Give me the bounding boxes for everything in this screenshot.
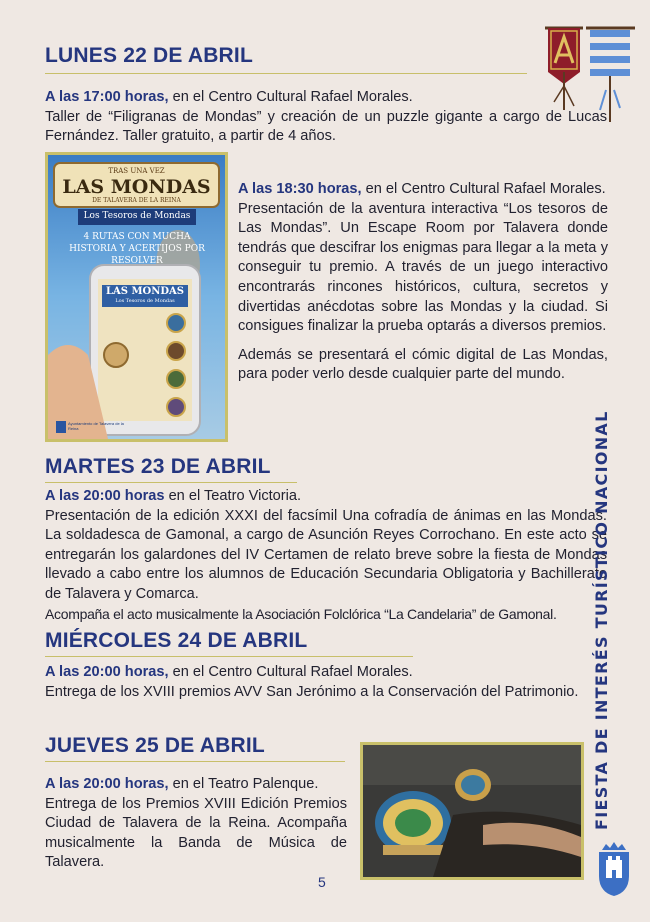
page-number: 5: [318, 874, 326, 890]
event-time: A las 20:00 horas,: [45, 776, 169, 792]
event-block: [45, 487, 607, 624]
poster-promo: 4 RUTAS CON MUCHA HISTORIA Y ACERTIJOS POR RESOLVER: [69, 232, 205, 266]
event-venue: en el Centro Cultural Rafael Morales.: [361, 181, 606, 197]
poster-subtitle: DE TALAVERA DE LA REINA: [92, 197, 181, 204]
poster-footer: Ayuntamiento de Talavera de la Reina: [68, 421, 124, 431]
event-block: [45, 663, 607, 702]
event-extra: Además se presentará el cómic digital de Las Mondas, para poder verlo desde cualquier parte del mundo.: [238, 346, 608, 383]
section-heading: JUEVES 25 DE ABRIL: [45, 734, 265, 757]
event-venue: en el Teatro Victoria.: [164, 488, 302, 504]
divider: [45, 656, 413, 657]
event-time: A las 17:00 horas,: [45, 89, 169, 105]
event-description: Entrega de los XVIII premios AVV San Jerónimo a la Conservación del Patrimonio.: [45, 683, 579, 700]
phone-title: LAS MONDAS: [105, 286, 185, 297]
event-time: A las 18:30 horas,: [238, 181, 362, 197]
event-block: [45, 88, 607, 147]
section-heading: MARTES 23 DE ABRIL: [45, 455, 271, 478]
event-venue: en el Teatro Palenque.: [168, 776, 319, 792]
side-banner-text: FIESTA DE INTERÉS TURÍSTICO NACIONAL: [592, 410, 611, 830]
event-extra: Acompaña el acto musicalmente la Asociación Folclórica “La Candelaria” de Gamonal.: [45, 605, 557, 622]
talavera-coat-of-arms: [596, 842, 632, 896]
event-description: Entrega de los Premios XVIII Edición Premios Ciudad de Talavera de la Reina. Acompaña musicalmente la Banda de Música de Talavera.: [45, 795, 347, 871]
event-description: Taller de “Filigranas de Mondas” y creación de un puzzle gigante a cargo de Lucas Fernández. Taller gratuito, a partir de 4 años.: [45, 108, 607, 145]
phone-subtitle: Los Tesoros de Mondas: [115, 298, 175, 304]
event-time: A las 20:00 horas: [45, 488, 165, 504]
section-heading: LUNES 22 DE ABRIL: [45, 44, 253, 67]
poster-title: LAS MONDAS: [62, 176, 211, 198]
poster-tagline: TRAS UNA VEZ: [108, 167, 165, 175]
divider: [45, 73, 527, 74]
event-description: Presentación de la aventura interactiva “Los tesoros de Las Mondas”. Un Escape Room por Talavera donde tendrás que descifrar los enigmas para llegar a la meta y conseguir tu premio. A través de un juego interactivo encontrarás rincones históricos, cultura, secretos y divertidas anécdotas sobre las Mondas y la ciudad. Si consigues finalizar la prueba optarás a diversos premios.: [238, 200, 608, 335]
las-mondas-poster: [45, 152, 228, 442]
event-venue: en el Centro Cultural Rafael Morales.: [168, 664, 413, 680]
section-heading: MIÉRCOLES 24 DE ABRIL: [45, 629, 308, 652]
event-description: Presentación de la edición XXXI del facsímil Una cofradía de ánimas en las Mondas. La soldadesca de Gamonal, a cargo de Asunción Reyes Corrochano. En este acto se entregarán los galardones del IV Certamen de relato breve sobre la fiesta de Mondas llevado a cabo entre los alumnos de Educación Secundaria Obligatoria y Bachillerato de Talavera y Comarca.: [45, 507, 607, 602]
poster-ribbon: Los Tesoros de Mondas: [83, 211, 191, 221]
event-time: A las 20:00 horas,: [45, 664, 169, 680]
event-venue: en el Centro Cultural Rafael Morales.: [168, 89, 413, 105]
divider: [45, 482, 297, 483]
event-block: [45, 775, 347, 873]
divider: [45, 761, 345, 762]
event-block: [238, 180, 608, 385]
mondas-ceramics-photo: [360, 742, 584, 880]
